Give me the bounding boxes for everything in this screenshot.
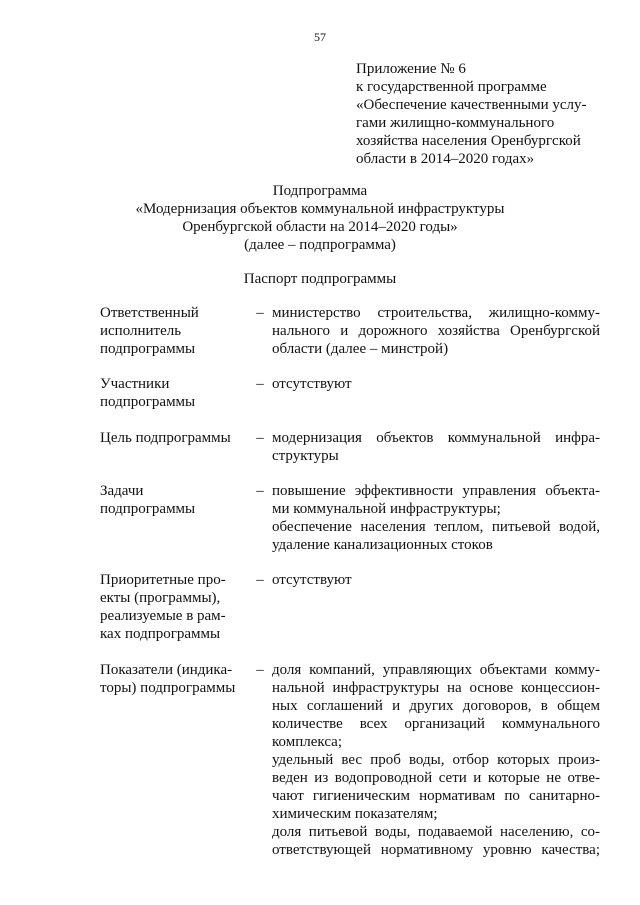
label-line: Показатели (индика- <box>100 662 233 678</box>
value-line: ми коммунальной инфраструктуры; <box>272 501 501 517</box>
subprogram-title-line: «Модернизация объектов коммунальной инфраструктуры <box>135 201 505 217</box>
subprogram-title-line: (далее – подпрограмма) <box>244 237 396 253</box>
passport-row-goal <box>100 429 600 465</box>
row-value <box>272 375 600 393</box>
label-line: Задачи <box>100 483 144 499</box>
value-line: министерство строительства, жилищно-комму- <box>272 305 600 321</box>
subprogram-title-line: Подпрограмма <box>272 183 368 199</box>
value-line: ных соглашений и других договоров, в общем <box>272 698 600 714</box>
value-line: ответствующей нормативному уровню качества; <box>272 842 600 858</box>
row-label <box>100 482 250 518</box>
label-line: исполнитель <box>100 323 182 339</box>
subprogram-title-line: Оренбургской области на 2014–2020 годы» <box>182 219 458 235</box>
appendix-line: к государственной программе <box>356 79 547 95</box>
row-dash: – <box>256 483 264 499</box>
label-line: Участники <box>100 376 170 392</box>
row-label <box>100 304 250 358</box>
value-line: нальной инфраструктуры на основе концессион- <box>272 680 600 696</box>
row-value <box>272 482 600 554</box>
row-dash: – <box>256 430 264 446</box>
appendix-line: Приложение № 6 <box>356 61 466 77</box>
appendix-line: гами жилищно-коммунального <box>356 115 555 131</box>
value-line: комплекса; <box>272 734 342 750</box>
row-value <box>272 571 600 589</box>
value-line: чают гигиеническим нормативам по санитарно- <box>272 788 600 804</box>
row-label <box>100 429 250 447</box>
label-line: Приоритетные про- <box>100 572 226 588</box>
row-value <box>272 429 600 465</box>
passport-row-participants <box>100 375 600 411</box>
label-line: подпрограммы <box>100 341 196 357</box>
value-line: удаление канализационных стоков <box>272 537 493 553</box>
value-line: повышение эффективности управления объекта- <box>272 483 600 499</box>
label-line: екты (программы), <box>100 590 221 606</box>
value-line: химическим показателям; <box>272 806 438 822</box>
value-line: нального и дорожного хозяйства Оренбургской <box>272 323 600 339</box>
subprogram-title <box>0 182 640 254</box>
label-line: Ответственный <box>100 305 199 321</box>
passport-row-responsible <box>100 304 600 358</box>
row-dash: – <box>256 572 264 588</box>
row-dash: – <box>256 305 264 321</box>
value-line: количестве всех организаций коммунального <box>272 716 600 732</box>
appendix-header <box>356 60 596 168</box>
value-line: удельный вес проб воды, отбор которых произ- <box>272 752 600 768</box>
appendix-line: «Обеспечение качественными услу- <box>356 97 587 113</box>
passport-row-priority-projects <box>100 571 600 643</box>
row-label <box>100 661 250 697</box>
page-number: 57 <box>314 30 326 44</box>
label-line: торы) подпрограммы <box>100 680 236 696</box>
passport-row-tasks <box>100 482 600 554</box>
appendix-line: области в 2014–2020 годах» <box>356 151 535 167</box>
row-label <box>100 571 250 643</box>
passport-table <box>100 304 600 859</box>
label-line: реализуемые в рам- <box>100 608 226 624</box>
value-line: доля питьевой воды, подаваемой населению, со- <box>272 824 600 840</box>
value-line: отсутствуют <box>272 376 352 392</box>
value-line: веден из водопроводной сети и которые не отве- <box>272 770 600 786</box>
row-value <box>272 304 600 358</box>
row-dash: – <box>256 662 264 678</box>
row-label <box>100 375 250 411</box>
passport-row-indicators <box>100 661 600 859</box>
value-line: доля компаний, управляющих объектами комму- <box>272 662 600 678</box>
label-line: подпрограммы <box>100 501 196 517</box>
appendix-line: хозяйства населения Оренбургской <box>356 133 581 149</box>
row-value <box>272 661 600 859</box>
value-line: области (далее – минстрой) <box>272 341 449 357</box>
label-line: ках подпрограммы <box>100 626 221 642</box>
value-line: модернизация объектов коммунальной инфра- <box>272 430 600 446</box>
row-dash: – <box>256 376 264 392</box>
value-line: обеспечение населения теплом, питьевой водой, <box>272 519 600 535</box>
value-line: отсутствуют <box>272 572 352 588</box>
label-line: Цель подпрограммы <box>100 430 231 446</box>
label-line: подпрограммы <box>100 394 196 410</box>
value-line: структуры <box>272 448 339 464</box>
passport-title: Паспорт подпрограммы <box>243 271 397 287</box>
